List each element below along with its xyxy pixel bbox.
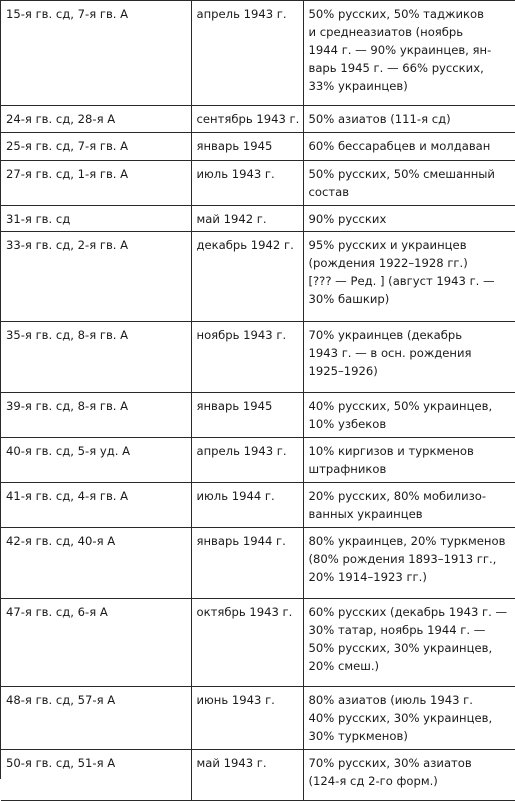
cell-date: декабрь 1942 г. bbox=[191, 231, 303, 321]
composition-line: 1925–1926) bbox=[308, 363, 378, 378]
table-row bbox=[1, 132, 515, 160]
table-row bbox=[1, 527, 515, 598]
cell-composition bbox=[303, 1, 515, 105]
cell-composition bbox=[303, 437, 515, 482]
cell-date: октябрь 1943 г. bbox=[191, 598, 303, 686]
cell-unit: 47-я гв. сд, 6-я А bbox=[1, 598, 191, 686]
table-row bbox=[1, 231, 515, 321]
table-row bbox=[1, 321, 515, 392]
composition-line: 50% азиатов (111-я сд) bbox=[308, 111, 451, 126]
table-row bbox=[1, 482, 515, 527]
composition-line: 20% смеш.) bbox=[308, 658, 380, 673]
cell-composition bbox=[303, 686, 515, 749]
cell-date: январь 1945 bbox=[191, 132, 303, 160]
cell-unit: 40-я гв. сд, 5-я уд. А bbox=[1, 437, 191, 482]
cell-composition bbox=[303, 527, 515, 598]
cell-date: июнь 1943 г. bbox=[191, 686, 303, 749]
cell-composition bbox=[303, 392, 515, 437]
composition-line: 60% русских (декабрь 1943 г. — bbox=[308, 604, 508, 619]
composition-line: 10% киргизов и туркменов bbox=[308, 443, 474, 458]
composition-line: (124-я сд 2-го форм.) bbox=[308, 773, 438, 788]
cell-date: январь 1945 bbox=[191, 392, 303, 437]
cell-unit: 33-я гв. сд, 2-я гв. А bbox=[1, 231, 191, 321]
cell-unit: 42-я гв. сд, 40-я А bbox=[1, 527, 191, 598]
composition-line: 95% русских и украинцев bbox=[308, 237, 467, 252]
cell-unit: 15-я гв. сд, 7-я гв. А bbox=[1, 1, 191, 105]
composition-line: 1944 г. — 90% украинцев, ян- bbox=[308, 43, 492, 57]
cell-date: апрель 1943 г. bbox=[191, 1, 303, 105]
composition-line: варь 1945 г. — 66% русских, bbox=[308, 61, 484, 75]
composition-line: 80% азиатов (июль 1943 г. bbox=[308, 692, 473, 707]
division-composition-table bbox=[1, 1, 515, 801]
cell-composition bbox=[303, 205, 515, 231]
table-row bbox=[1, 437, 515, 482]
cell-unit: 35-я гв. сд, 8-я гв. А bbox=[1, 321, 191, 392]
cell-date: май 1943 г. bbox=[191, 749, 303, 800]
composition-line: штрафников bbox=[308, 461, 387, 476]
table-row bbox=[1, 392, 515, 437]
table-row bbox=[1, 1, 515, 105]
composition-line: 70% русских, 30% азиатов bbox=[308, 755, 472, 770]
composition-line: 30% туркменов) bbox=[308, 728, 408, 743]
composition-line: 90% русских bbox=[308, 211, 387, 226]
composition-line: 50% русских, 50% таджиков bbox=[308, 7, 484, 21]
cell-unit: 31-я гв. сд bbox=[1, 205, 191, 231]
cell-composition bbox=[303, 105, 515, 132]
cell-composition bbox=[303, 160, 515, 205]
composition-line: 50% русских, 50% смешанный bbox=[308, 166, 495, 181]
composition-line: 40% русских, 50% украинцев, bbox=[308, 398, 493, 413]
cell-unit: 48-я гв. сд, 57-я А bbox=[1, 686, 191, 749]
composition-line: и среднеазиатов (ноябрь bbox=[308, 25, 464, 39]
composition-line: 60% бессарабцев и молдаван bbox=[308, 138, 491, 153]
cell-unit: 25-я гв. сд, 7-я гв. А bbox=[1, 132, 191, 160]
cell-composition bbox=[303, 231, 515, 321]
cell-composition bbox=[303, 132, 515, 160]
cell-unit: 50-я гв. сд, 51-я А bbox=[1, 749, 191, 800]
composition-line: 70% украинцев (декабрь bbox=[308, 327, 463, 342]
cell-date: июль 1943 г. bbox=[191, 160, 303, 205]
composition-line: (рождения 1922–1928 гг.) bbox=[308, 255, 468, 270]
cell-unit: 41-я гв. сд, 4-я гв. А bbox=[1, 482, 191, 527]
composition-line: 30% башкир) bbox=[308, 291, 390, 306]
cell-date: ноябрь 1943 г. bbox=[191, 321, 303, 392]
table-row bbox=[1, 749, 515, 800]
cell-composition bbox=[303, 321, 515, 392]
cell-unit: 24-я гв. сд, 28-я А bbox=[1, 105, 191, 132]
composition-line: 40% русских, 30% украинцев, bbox=[308, 710, 493, 725]
table-row bbox=[1, 105, 515, 132]
composition-line: (80% рождения 1893–1913 гг., bbox=[308, 551, 497, 566]
composition-line: 30% татар, ноябрь 1944 г. — bbox=[308, 622, 486, 637]
table-row bbox=[1, 205, 515, 231]
cell-composition bbox=[303, 598, 515, 686]
cell-composition bbox=[303, 749, 515, 800]
cell-date: май 1942 г. bbox=[191, 205, 303, 231]
table-row bbox=[1, 598, 515, 686]
cell-unit: 27-я гв. сд, 1-я гв. А bbox=[1, 160, 191, 205]
table-row bbox=[1, 686, 515, 749]
composition-line: 80% украинцев, 20% туркменов bbox=[308, 533, 506, 548]
composition-line: 20% 1914–1923 гг.) bbox=[308, 569, 427, 584]
composition-line: 10% узбеков bbox=[308, 416, 387, 431]
table-row bbox=[1, 160, 515, 205]
composition-line: 33% украинцев) bbox=[308, 79, 408, 93]
table-body bbox=[1, 1, 515, 800]
cell-date: июль 1944 г. bbox=[191, 482, 303, 527]
cell-date: январь 1944 г. bbox=[191, 527, 303, 598]
cell-unit: 39-я гв. сд, 8-я гв. А bbox=[1, 392, 191, 437]
composition-line: 1943 г. — в осн. рождения bbox=[308, 345, 472, 360]
cell-date: апрель 1943 г. bbox=[191, 437, 303, 482]
composition-line: ванных украинцев bbox=[308, 506, 423, 521]
composition-line: состав bbox=[308, 184, 350, 199]
cell-composition bbox=[303, 482, 515, 527]
composition-line: 20% русских, 80% мобилизо- bbox=[308, 488, 487, 503]
composition-line: [??? — Ред. ] (август 1943 г. — bbox=[308, 273, 495, 288]
cell-date: сентябрь 1943 г. bbox=[191, 105, 303, 132]
composition-line: 50% русских, 30% украинцев, bbox=[308, 640, 493, 655]
